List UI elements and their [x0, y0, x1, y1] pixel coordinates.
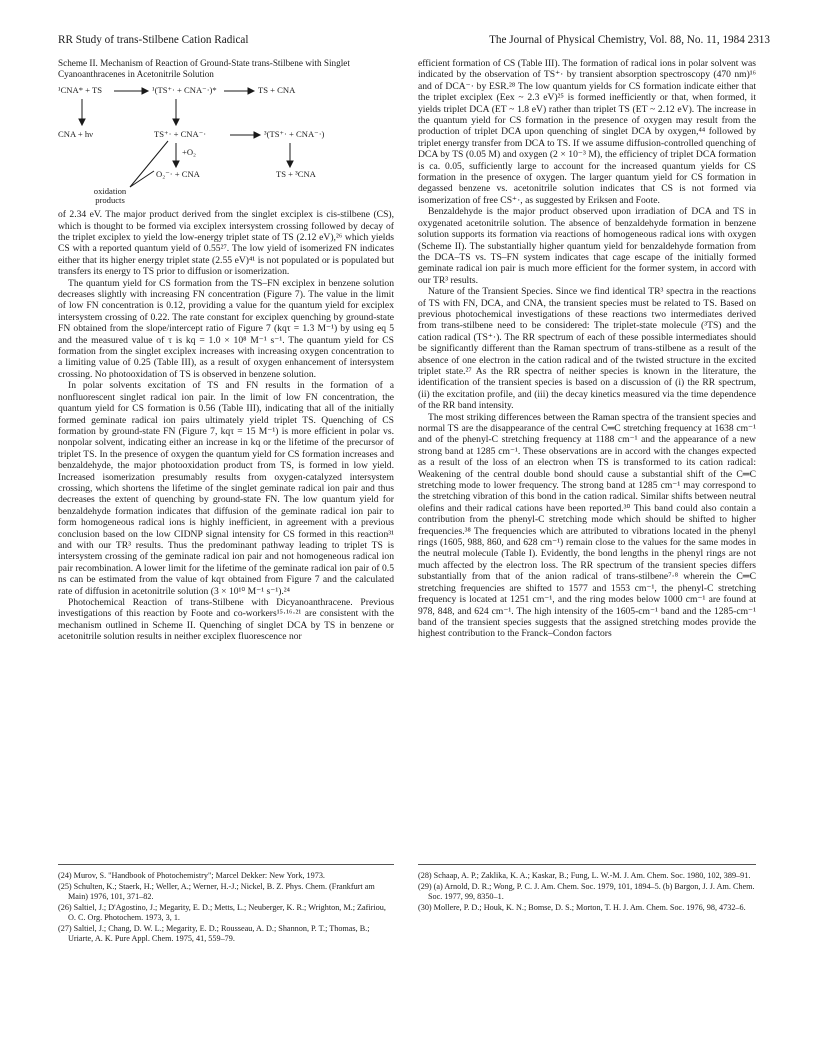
scheme-r3-c: TS + ³CNA: [276, 169, 316, 180]
reference-28: (28) Schaap, A. P.; Zaklika, K. A.; Kaskar, B.; Fung, L. W.-M. J. Am. Chem. Soc. 1980, 102, 389–91.: [418, 871, 751, 880]
references-right: [418, 864, 756, 914]
scheme-caption: Scheme II. Mechanism of Reaction of Ground-State trans-Stilbene with Singlet Cyanoanthracenes in Acetonitrile Solution: [58, 58, 350, 79]
right-para-2: Benzaldehyde is the major product observed upon irradiation of DCA and TS in oxygenated acetonitrile solution. The absence of benzaldehyde formation in benzene solution supports its formation via reactions of homogeneous radical ions with oxygen (Scheme II). The substantially higher quantum yield for benzaldehyde formation from the DCA–TS vs. TS–FN system indicates that cage escape of the initially formed geminate radical ion pair is much more efficient for the former system, in accord with our TR³ results.: [418, 206, 756, 286]
arrowhead-down-3: [173, 161, 179, 167]
arrowhead-r1-a: [142, 88, 148, 94]
scheme-o2: +O₂: [182, 147, 197, 158]
reference-26: (26) Saltiel, J.; D'Agostino, J.; Megarity, E. D.; Metts, L.; Neuberger, K. R.; Wrighton, M.; Zafiriou, O. C. Org. Photochem. 1973, 3, 1.: [58, 903, 386, 922]
reference-30: (30) Mollere, P. D.; Houk, K. N.; Bomse, D. S.; Morton, T. H. J. Am. Chem. Soc. 1976, 98, 4732–6.: [418, 903, 746, 912]
scheme-r2-b: TS⁺· + CNA⁻·: [154, 129, 207, 140]
scheme-r2-a: CNA + hν: [58, 129, 93, 140]
references-left: [58, 864, 394, 945]
left-column: [58, 58, 394, 643]
right-para-3: Nature of the Transient Species. Since we find identical TR³ spectra in the reactions of TS with FN, DCA, and CNA, the transient species must be related to TS. Based on previous photochemical investigations of these reactions two intermediates derived from trans-stilbene need to be considered: The triplet-state molecule (³TS) and the cation radical (TS⁺·). The RR spectrum of each of these possible intermediates should be significantly different than the Raman spectrum of trans-stilbene as a result of the absence of one electron in the cation radical and of the twisted structure in the excited triplet state.²⁷ As the RR spectra of neither species is known in the literature, the identification of the transient species is based on a discussion of (i) the RR spectrum, (ii) the excitation profile, and (iii) the decay kinetics measured via the time dependence of the RR band intensity.: [418, 286, 756, 412]
left-para-2: The quantum yield for CS formation from the TS–FN exciplex in benzene solution decreases slightly with increasing FN concentration (Figure 7). The value in the limit of low FN concentration is 0.12, providing a value for the quantum yield for exciplex intersystem crossing of 0.22. The rate constant for exciplex quenching by ground-state FN obtained from the slope/intercept ratio of Figure 7 (kqτ = 1.3 M⁻¹) by using eq 5 and the measured value of τ is kq = 1.0 × 10⁸ M⁻¹ s⁻¹. The quantum yield for CS formation from the singlet exciplex increases with increasing oxygen concentration to a limiting value of 0.25 (Table III), as a result of oxygen enhancement of intersystem crossing. No photooxidation of TS is observed in benzene solution.: [58, 277, 394, 380]
reference-24: (24) Murov, S. "Handbook of Photochemistry"; Marcel Dekker: New York, 1973.: [58, 871, 325, 880]
scheme-r3-b: O₂⁻· + CNA: [156, 169, 200, 180]
arrowhead-r1-b: [248, 88, 254, 94]
left-para-4: Photochemical Reaction of trans-Stilbene with Dicyanoanthracene. Previous investigations of this reaction by Foote and co-workers¹⁵·¹⁶·²¹ are consistent with the mechanism outlined in Scheme II. Quenching of singlet DCA by TS in benzene or acetonitrile solution results in neither exciplex fluorescence nor: [58, 597, 394, 643]
scheme-oxidation: oxidation products: [93, 186, 127, 206]
arrow-diag-2: [130, 171, 154, 187]
running-header: [58, 34, 770, 50]
scheme-arrows: [58, 83, 394, 206]
right-para-4: The most striking differences between the Raman spectra of the transient species and normal TS are the disappearance of the central C═C stretching frequency at 1638 cm⁻¹ and of the phenyl-C stretching frequency at 1188 cm⁻¹ and the appearance of a new strong band at 1285 cm⁻¹. These observations are in accord with the changes expected as a result of the loss of an electron when TS is transformed to its cation radical: Weakening of the central double bond should cause a substantial shift of the C═C stretching mode to lower frequency. The strong band at 1285 cm⁻¹ may correspond to the stretching vibration of this bond in the cation radical. Similar shifts between neutral olefins and their radical cations have been reported.³⁰ This band could also contain a contribution from the phenyl-C stretching mode which should be shifted to higher frequencies.³⁸ The frequencies which are attributed to vibrations located in the phenyl rings (1605, 988, 860, and 628 cm⁻¹) remain close to the values for the same modes in the neutral molecule (Table I). Evidently, the bond lengths in the phenyl rings are not much affected by the electron loss. The RR spectrum of the transient species differs substantially from that of the anion radical of trans-stilbene⁷·⁸ wherein the C═C stretching frequencies are shifted to 1577 and 1553 cm⁻¹, the phenyl-C stretching frequency is located at 1251 cm⁻¹, and the ring modes below 1000 cm⁻¹ are found at 978, 848, and 624 cm⁻¹. The high intensity of the 1605-cm⁻¹ band and the 1285-cm⁻¹ band of the transient species suggests that the assigned stretching modes provide the highest contribution to the Franck–Condon factors: [418, 411, 756, 640]
right-para-1: efficient formation of CS (Table III). The formation of radical ions in polar solvent was indicated by the observation of TS⁺· by transient absorption spectroscopy (470 nm)¹⁶ and of DCA⁻· by ESR.²⁸ The low quantum yields for CS formation indicate either that the triplet exciplex (Eex ~ 2.3 eV)²⁵ is formed inefficiently or that, when formed, it yields triplet DCA (ET ~ 1.8 eV) rather than triplet TS (ET ~ 2.12 eV). The increase in the quantum yield for CS formation in the presence of oxygen may result from the production of triplet DCA upon quenching of singlet DCA by oxygen,⁴⁴ followed by triplet energy transfer from DCA to TS. If we assume diffusion-controlled quenching of DCA by TS (0.05 M) and oxygen (2 × 10⁻³ M), the efficiency of triplet DCA formation is ca. 0.05, sufficiently large to account for the increased quantum yields for CS formation in the presence of oxygen. The larger quantum yield for CS formation in degassed benzene vs. acetonitrile solution indicates that CS is not formed via isomerization of free CS⁺·, as suggested by Eriksen and Foote.: [418, 58, 756, 206]
left-para-1: of 2.34 eV. The major product derived from the singlet exciplex is cis-stilbene (CS), which is thought to be formed via exciplex intersystem crossing followed by decay of the triplet exciplex to yield the low-energy triplet state of TS (2.12 eV),²⁶ which yields CS with a reported quantum yield of 0.55²⁷. The low yield of isomerized FN indicates either that its higher energy triplet state (2.55 eV)⁴¹ is not populated or is populated but transfers its energy to TS prior to diffusion or isomerization.: [58, 209, 394, 278]
right-column: [418, 58, 756, 640]
arrowhead-r2: [254, 132, 260, 138]
reference-25: (25) Schulten, K.; Staerk, H.; Weller, A.; Werner, H.-J.; Nickel, B. Z. Phys. Chem. (Frankfurt am Main) 1976, 101, 371–82.: [58, 882, 375, 901]
arrowhead-down-4: [287, 161, 293, 167]
journal-citation: The Journal of Physical Chemistry, Vol. 88, No. 11, 1984 2313: [489, 34, 770, 46]
scheme-diagram: [58, 83, 394, 206]
scheme-r2-c: ³(TS⁺· + CNA⁻·): [264, 129, 325, 140]
reference-27: (27) Saltiel, J.; Chang, D. W. L.; Megarity, E. D.; Rousseau, A. D.; Shannon, P. T.; Thomas, B.; Uriarte, A. K. Pure Appl. Chem. 1975, 41, 559–79.: [58, 924, 370, 943]
running-title: RR Study of trans-Stilbene Cation Radical: [58, 34, 249, 46]
arrowhead-down-1: [79, 119, 85, 125]
scheme-r1-c: TS + CNA: [258, 85, 296, 96]
scheme-r1-a: ¹CNA* + TS: [58, 85, 103, 96]
reference-29: (29) (a) Arnold, D. R.; Wong, P. C. J. Am. Chem. Soc. 1979, 101, 1894–5. (b) Bargon, J. J. Am. Chem. Soc. 1977, 99, 8350–1.: [418, 882, 755, 901]
scheme-r1-b: ¹(TS⁺· + CNA⁻·)*: [152, 85, 217, 96]
arrowhead-down-2: [173, 119, 179, 125]
left-para-3: In polar solvents excitation of TS and FN results in the formation of a nonfluorescent singlet radical ion pair. In the limit of low FN concentration, the quantum yield for CS formation is 0.56 (Table III), indicating that all of the initially formed geminate radical ion pairs ultimately yield triplet TS. Quenching of CS formation by ground-state FN (Figure 7, kqτ = 15 M⁻¹) is more efficient in polar vs. nonpolar solvent, indicating either an increase in kq or the lifetime of the precursor of triplet TS. In the presence of oxygen the quantum yield for CS formation increases and benzaldehyde, the major photooxidation product from TS, is formed in low yield. Increased isomerization presumably results from oxygen-catalyzed intersystem crossing, which shortens the lifetime of the singlet geminate radical ion pair and thus decreases the extent of quenching by ground-state FN. The low quantum yield for benzaldehyde formation indicates that diffusion of the geminate radical ion pair to form homogeneous radical ions is highly inefficient, in agreement with a previous conclusion based on the low CIDNP signal intensity for CS formed in this reaction³¹ and with our TR³ results. Thus the predominant pathway leading to triplet TS is intersystem crossing of the geminate radical ion pair and not homogeneous radical ion pair recombination. A lower limit for the lifetime of the geminate radical ion pair of 0.5 ns can be estimated from the value of kqτ obtained from Figure 7 and the calculated rate of diffusion in acetonitrile solution (3 × 10¹⁰ M⁻¹ s⁻¹).²⁴: [58, 380, 394, 597]
